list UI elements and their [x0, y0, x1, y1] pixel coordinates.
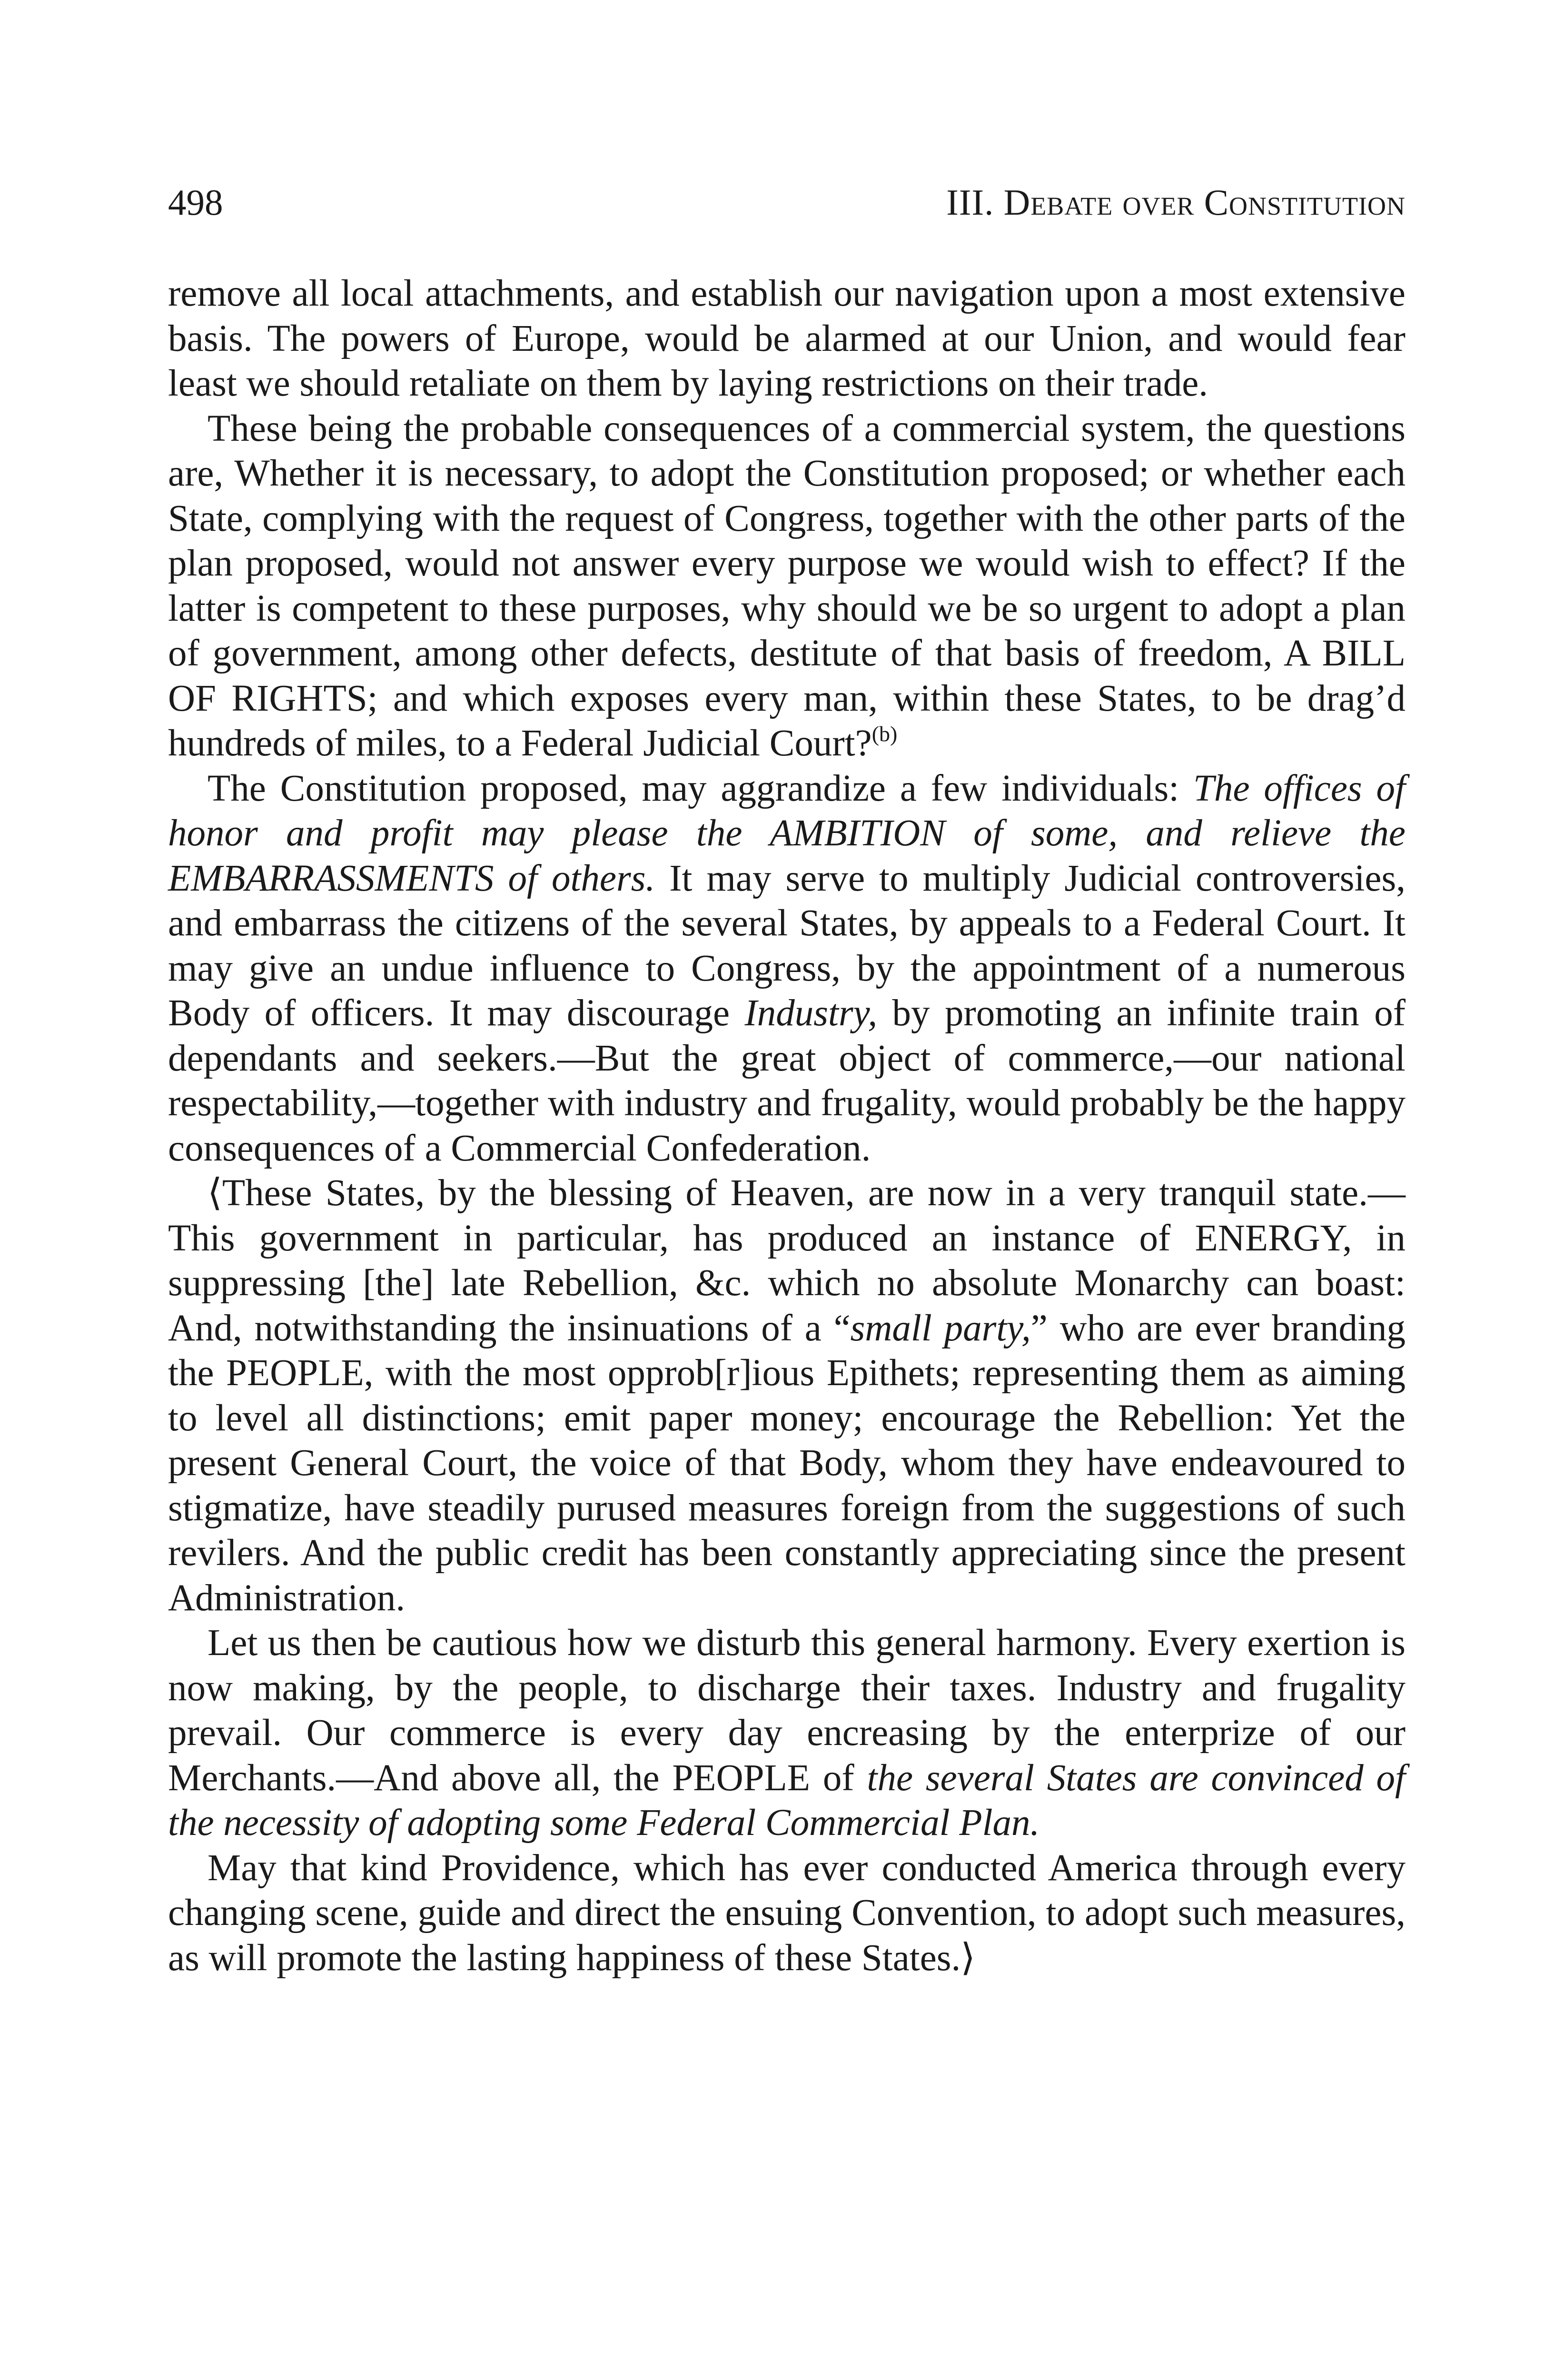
paragraph — [168, 407, 1406, 766]
italic-run: small party, — [850, 1307, 1031, 1349]
page-number: 498 — [168, 182, 223, 223]
paragraph — [168, 1621, 1406, 1846]
section-title: III. Debate over Constitution — [946, 182, 1406, 223]
footnote-marker: (b) — [871, 722, 898, 746]
body-text — [168, 271, 1406, 1981]
text-run: by promoting an infinite train of dependants and seekers.—But the great object of commerce,—our national respectability,—together with industry and frugality, would probably be the happy consequences of a Commercial Confederation. — [168, 992, 1406, 1169]
text-run: ” who are ever branding the PEOPLE, with the most opprob[r]ious Epithets; representing them as aiming to level all distinctions; emit paper money; encourage the Rebellion: Yet the present General Court, the voice of that Body, whom they have endeavoured to stigmatize, have steadily purused measures foreign from the suggestions of such revilers. And the public credit has been constantly appreciating since the present Administration. — [168, 1307, 1406, 1619]
text-run: remove all local attachments, and establish our navigation upon a most extensive basis. The powers of Europe, would be alarmed at our Union, and would fear least we should retaliate on them by laying restrictions on their trade. — [168, 273, 1406, 404]
text-run: These being the probable consequences of a commercial system, the questions are, Whether it is necessary, to adopt the Constitution proposed; or whether each State, complying with the request of Congress, together with the other parts of the plan proposed, would not answer every purpose we would wish to effect? If the latter is competent to these purposes, why should we be so urgent to adopt a plan of government, among other defects, destitute of that basis of freedom, A BILL OF RIGHTS; and which exposes every man, within these States, to be drag’d hundreds of miles, to a Federal Judicial Court? — [168, 407, 1406, 764]
text-run: Let us then be cautious how we disturb this general harmony. Every exertion is now making, by the people, to discharge their taxes. Industry and frugality prevail. Our commerce is every day encreasing by the enterprize of our Merchants.—And above all, the PEOPLE of — [168, 1622, 1406, 1799]
text-run: It may serve to multiply Judicial controversies, and embarrass the citizens of the several States, by appeals to a Federal Court. It may give an undue influence to Congress, by the appointment of a numerous Body of officers. It may discourage — [168, 857, 1406, 1034]
paragraph — [168, 1171, 1406, 1621]
text-run: ⟨These States, by the blessing of Heaven, are now in a very tranquil state.—This government in particular, has produced an instance of ENERGY, in suppressing [the] late Rebellion, &c. which no absolute Monarchy can boast: And, notwithstanding the insinuations of a “ — [168, 1172, 1406, 1349]
paragraph — [168, 1846, 1406, 1981]
italic-run: Industry, — [744, 992, 878, 1034]
italic-run: The offices of honor and profit may please the AMBITION of some, and relieve the EMBARRASSMENTS of others. — [168, 767, 1406, 899]
text-run: The Constitution proposed, may aggrandize a few individuals: — [208, 767, 1194, 809]
italic-run: the several States are convinced of the necessity of adopting some Federal Commercial Plan. — [168, 1757, 1406, 1844]
paragraph — [168, 271, 1406, 407]
running-head — [168, 181, 1406, 224]
text-run: May that kind Providence, which has ever conducted America through every changing scene, guide and direct the ensuing Convention, to adopt such measures, as will promote the lasting happiness of these States.⟩ — [168, 1847, 1406, 1979]
paragraph — [168, 766, 1406, 1171]
